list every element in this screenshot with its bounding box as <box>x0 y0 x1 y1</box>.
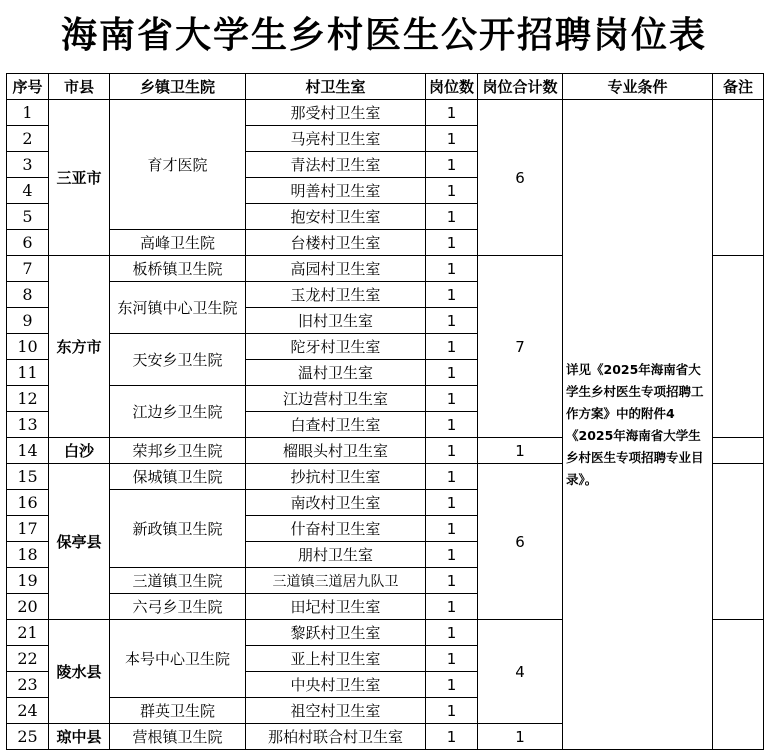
township-jiangbian: 江边乡卫生院 <box>110 386 246 438</box>
seq-cell: 9 <box>7 308 49 334</box>
remarks-lingshui <box>713 620 764 750</box>
clinic-cell: 台楼村卫生室 <box>246 230 426 256</box>
page-title: 海南省大学生乡村医生公开招聘岗位表 <box>60 14 707 56</box>
county-lingshui: 陵水县 <box>49 620 110 724</box>
township-yinggen: 营根镇卫生院 <box>110 724 246 750</box>
total-lingshui: 4 <box>478 620 563 724</box>
total-dongfang: 7 <box>478 256 563 438</box>
clinic-cell: 祖空村卫生室 <box>246 698 426 724</box>
township-donghe: 东河镇中心卫生院 <box>110 282 246 334</box>
positions-cell: 1 <box>426 438 478 464</box>
seq-cell: 20 <box>7 594 49 620</box>
positions-cell: 1 <box>426 230 478 256</box>
seq-cell: 3 <box>7 152 49 178</box>
seq-cell: 15 <box>7 464 49 490</box>
clinic-cell: 中央村卫生室 <box>246 672 426 698</box>
positions-cell: 1 <box>426 386 478 412</box>
seq-cell: 10 <box>7 334 49 360</box>
total-qiongzhong: 1 <box>478 724 563 750</box>
requirements-cell: 详见《2025年海南省大学生乡村医生专项招聘工作方案》中的附件4《2025年海南省大学生乡村医生专项招聘专业目录》。 <box>563 100 713 750</box>
seq-cell: 11 <box>7 360 49 386</box>
positions-cell: 1 <box>426 568 478 594</box>
township-banqiao: 板桥镇卫生院 <box>110 256 246 282</box>
seq-cell: 4 <box>7 178 49 204</box>
positions-cell: 1 <box>426 256 478 282</box>
county-sanya: 三亚市 <box>49 100 110 256</box>
total-baisha: 1 <box>478 438 563 464</box>
seq-cell: 8 <box>7 282 49 308</box>
clinic-cell: 玉龙村卫生室 <box>246 282 426 308</box>
positions-cell: 1 <box>426 464 478 490</box>
clinic-cell: 田圮村卫生室 <box>246 594 426 620</box>
clinic-cell: 三道镇三道居九队卫 <box>246 568 426 594</box>
table-header-row <box>7 74 764 100</box>
township-baocheng: 保城镇卫生院 <box>110 464 246 490</box>
clinic-cell: 高园村卫生室 <box>246 256 426 282</box>
header-county: 市县 <box>49 74 110 100</box>
county-dongfang: 东方市 <box>49 256 110 438</box>
positions-cell: 1 <box>426 724 478 750</box>
remarks-sanya <box>713 100 764 256</box>
header-requirements: 专业条件 <box>563 74 713 100</box>
seq-cell: 24 <box>7 698 49 724</box>
clinic-cell: 马亮村卫生室 <box>246 126 426 152</box>
positions-cell: 1 <box>426 360 478 386</box>
remarks-baoting <box>713 464 764 620</box>
seq-cell: 23 <box>7 672 49 698</box>
seq-cell: 6 <box>7 230 49 256</box>
seq-cell: 2 <box>7 126 49 152</box>
remarks-baisha <box>713 438 764 464</box>
clinic-cell: 明善村卫生室 <box>246 178 426 204</box>
positions-cell: 1 <box>426 594 478 620</box>
clinic-cell: 那受村卫生室 <box>246 100 426 126</box>
township-sandao: 三道镇卫生院 <box>110 568 246 594</box>
seq-cell: 16 <box>7 490 49 516</box>
positions-cell: 1 <box>426 698 478 724</box>
positions-cell: 1 <box>426 334 478 360</box>
positions-cell: 1 <box>426 412 478 438</box>
seq-cell: 12 <box>7 386 49 412</box>
township-gaofeng: 高峰卫生院 <box>110 230 246 256</box>
county-baoting: 保亭县 <box>49 464 110 620</box>
total-baoting: 6 <box>478 464 563 620</box>
seq-cell: 25 <box>7 724 49 750</box>
seq-cell: 13 <box>7 412 49 438</box>
clinic-cell: 白查村卫生室 <box>246 412 426 438</box>
clinic-cell: 青法村卫生室 <box>246 152 426 178</box>
positions-cell: 1 <box>426 282 478 308</box>
positions-cell: 1 <box>426 204 478 230</box>
county-baisha: 白沙 <box>49 438 110 464</box>
positions-table <box>6 73 764 750</box>
positions-cell: 1 <box>426 672 478 698</box>
header-township: 乡镇卫生院 <box>110 74 246 100</box>
seq-cell: 21 <box>7 620 49 646</box>
header-clinic: 村卫生室 <box>246 74 426 100</box>
seq-cell: 5 <box>7 204 49 230</box>
clinic-cell: 朋村卫生室 <box>246 542 426 568</box>
header-positions: 岗位数 <box>426 74 478 100</box>
clinic-cell: 什奋村卫生室 <box>246 516 426 542</box>
clinic-cell: 抱安村卫生室 <box>246 204 426 230</box>
positions-cell: 1 <box>426 516 478 542</box>
positions-cell: 1 <box>426 490 478 516</box>
clinic-cell: 陀牙村卫生室 <box>246 334 426 360</box>
clinic-cell: 南改村卫生室 <box>246 490 426 516</box>
clinic-cell: 旧村卫生室 <box>246 308 426 334</box>
seq-cell: 7 <box>7 256 49 282</box>
positions-cell: 1 <box>426 178 478 204</box>
clinic-cell: 亚上村卫生室 <box>246 646 426 672</box>
positions-cell: 1 <box>426 542 478 568</box>
seq-cell: 1 <box>7 100 49 126</box>
township-qunying: 群英卫生院 <box>110 698 246 724</box>
remarks-dongfang <box>713 256 764 438</box>
county-qiongzhong: 琼中县 <box>49 724 110 750</box>
seq-cell: 18 <box>7 542 49 568</box>
clinic-cell: 抄抗村卫生室 <box>246 464 426 490</box>
seq-cell: 17 <box>7 516 49 542</box>
seq-cell: 19 <box>7 568 49 594</box>
positions-cell: 1 <box>426 152 478 178</box>
township-liuhao: 六弓乡卫生院 <box>110 594 246 620</box>
clinic-cell: 温村卫生室 <box>246 360 426 386</box>
township-xinzheng: 新政镇卫生院 <box>110 490 246 568</box>
header-seq: 序号 <box>7 74 49 100</box>
township-tianan: 天安乡卫生院 <box>110 334 246 386</box>
total-sanya: 6 <box>478 100 563 256</box>
seq-cell: 14 <box>7 438 49 464</box>
positions-cell: 1 <box>426 100 478 126</box>
clinic-cell: 黎跃村卫生室 <box>246 620 426 646</box>
header-remarks: 备注 <box>713 74 764 100</box>
clinic-cell: 榴眼头村卫生室 <box>246 438 426 464</box>
clinic-cell: 江边营村卫生室 <box>246 386 426 412</box>
header-total: 岗位合计数 <box>478 74 563 100</box>
township-benhao: 本号中心卫生院 <box>110 620 246 698</box>
positions-cell: 1 <box>426 126 478 152</box>
clinic-cell: 那柏村联合村卫生室 <box>246 724 426 750</box>
positions-cell: 1 <box>426 620 478 646</box>
township-yucai: 育才医院 <box>110 100 246 230</box>
seq-cell: 22 <box>7 646 49 672</box>
table-row <box>7 100 764 126</box>
positions-cell: 1 <box>426 308 478 334</box>
township-rongbang: 荣邦乡卫生院 <box>110 438 246 464</box>
positions-cell: 1 <box>426 646 478 672</box>
